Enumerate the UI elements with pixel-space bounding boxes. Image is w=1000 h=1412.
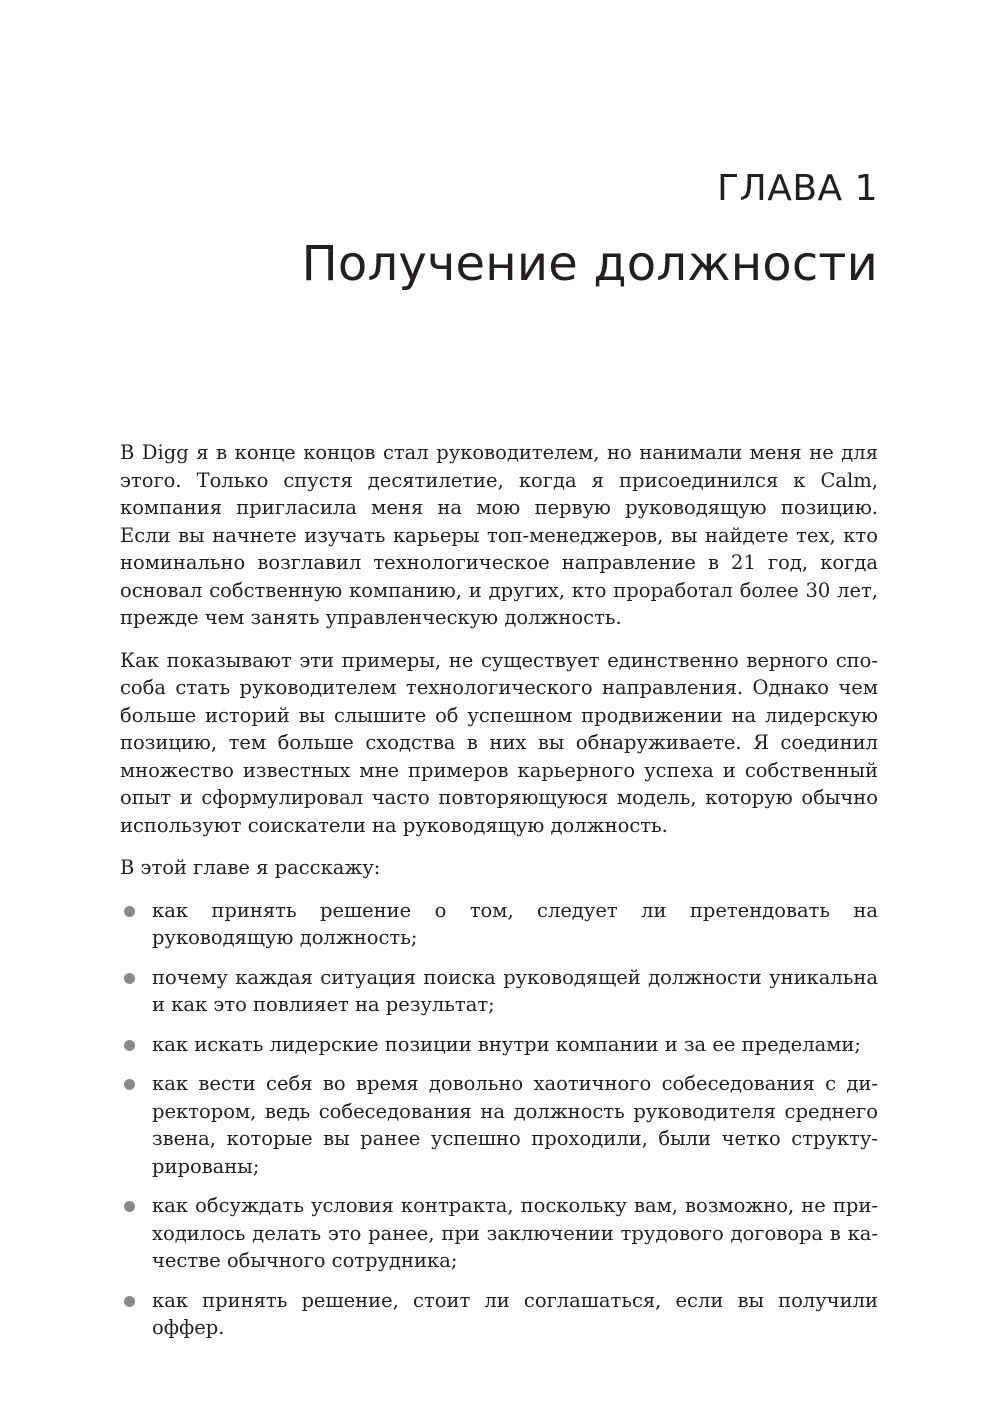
- chapter-body: [120, 439, 878, 1354]
- list-item: [120, 1192, 878, 1275]
- bullet-icon: [124, 1296, 135, 1307]
- list-item: [120, 1031, 878, 1059]
- paragraph-1: В Digg я в конце концов стал руководителем, но нанимали меня не для этого. Только спустя десятилетие, когда я присоединился к Calm, компания пригласила меня на мою первую руководящую позицию. Если вы начнете изучать карьеры топ-менеджеров, вы найдете тех, кто номинально возглавил технологическое направление в 21 год, когда основал собственную компанию, и других, кто проработал более 30 лет, прежде чем занять управленческую должность.: [120, 441, 878, 629]
- bullet-icon: [124, 1040, 135, 1051]
- list-item: [120, 1070, 878, 1180]
- bullet-icon: [124, 1201, 135, 1212]
- list-item-text: как искать лидерские позиции внутри компании и за ее пределами;: [152, 1032, 861, 1056]
- list-item-text: как обсуждать условия контракта, поскольку вам, возможно, не приходилось делать это ранее, при заключении трудового договора в качестве обычного сотрудника;: [152, 1194, 878, 1272]
- list-item: [120, 1287, 878, 1342]
- list-item: [120, 897, 878, 952]
- paragraph-3: В этой главе я расскажу:: [120, 856, 381, 879]
- chapter-label: ГЛАВА 1: [717, 168, 878, 209]
- list-item-text: как вести себя во время довольно хаотичного собеседования с директором, ведь собеседования на должность руководителя среднего звена, которые вы ранее успешно проходили, были четко структурированы;: [152, 1072, 878, 1178]
- list-item-text: как принять решение, стоит ли соглашаться, если вы получили оффер.: [152, 1288, 878, 1339]
- chapter-title: Получение должности: [301, 236, 878, 292]
- chapter-topics-list: [120, 897, 878, 1342]
- bullet-icon: [124, 973, 135, 984]
- list-item: [120, 964, 878, 1019]
- list-item-text: как принять решение о том, следует ли претендовать на руководящую должность;: [152, 898, 878, 949]
- bullet-icon: [124, 906, 135, 917]
- list-item-text: почему каждая ситуация поиска руководящей должности уникальна и как это повлияет на результат;: [152, 965, 878, 1016]
- paragraph-2: Как показывают эти примеры, не существует единственно верного способа стать руководителем технологического направления. Однако чем больше историй вы слышите об успешном продвижении на лидерскую позицию, тем больше сходства в них вы обнаруживаете. Я соединил множество известных мне примеров карьерного успеха и собственный опыт и сформулировал часто повторяющуюся модель, которую обычно используют соискатели на руководящую должность.: [120, 648, 878, 837]
- bullet-icon: [124, 1079, 135, 1090]
